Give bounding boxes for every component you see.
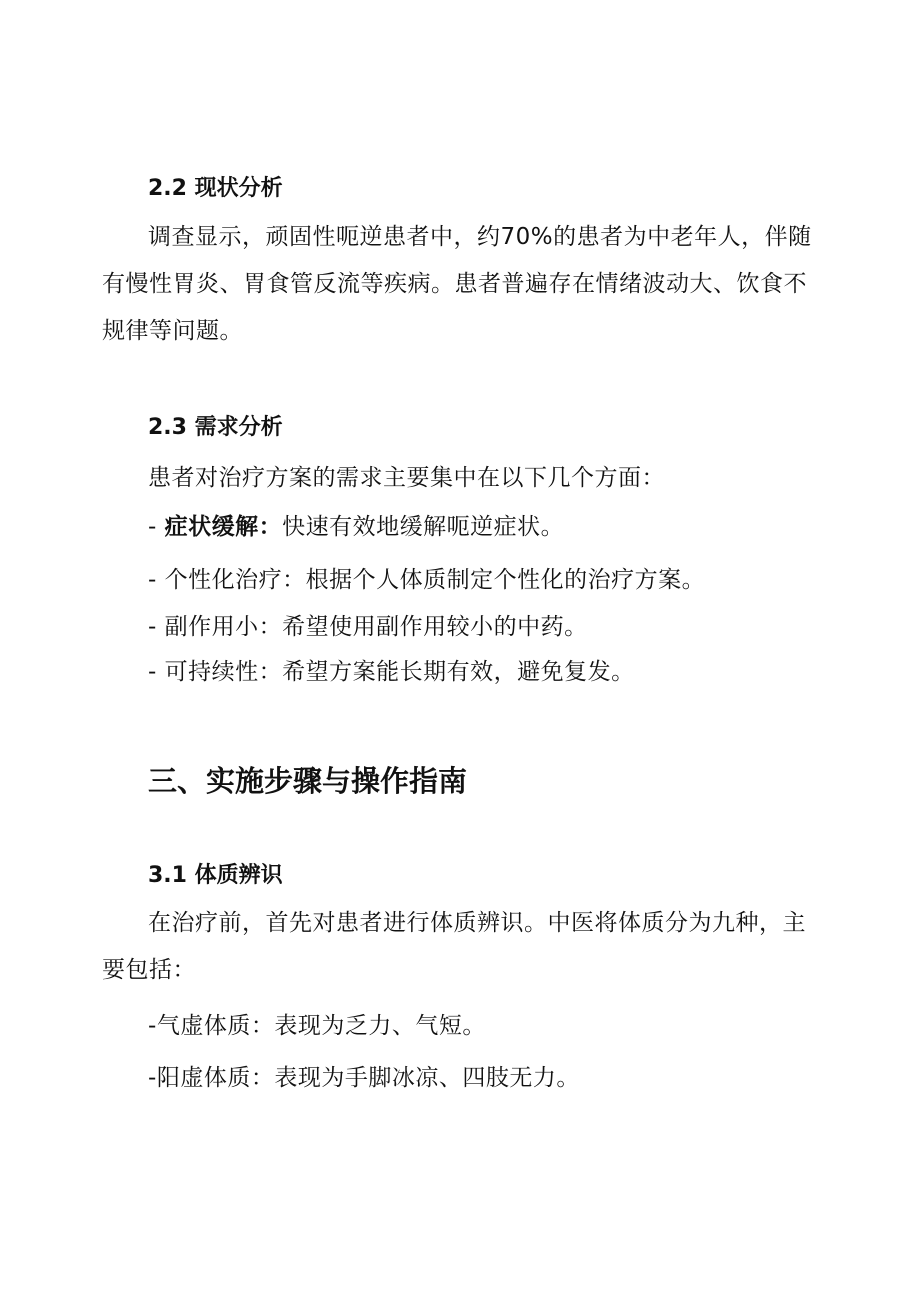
list-item-text: 根据个人体质制定个性化的治疗方案。 (305, 567, 706, 593)
list-item-low-side-effects (148, 612, 588, 642)
section-2-3-intro: 患者对治疗方案的需求主要集中在以下几个方面： (148, 465, 665, 491)
list-item-sustainability (148, 657, 635, 687)
list-item-yang-deficiency (148, 1063, 580, 1093)
list-item-text: 表现为手脚冰凉、四肢无力。 (274, 1065, 580, 1091)
list-item-prefix: - (148, 567, 165, 593)
section-2-2-paragraph: 调查显示，顽固性呃逆患者中，约70%的患者为中老年人，伴随有慢性胃炎、胃食管反流等疾病。患者普遍存在情绪波动大、饮食不规律等问题。 (102, 224, 812, 344)
list-item-prefix: - (148, 659, 165, 685)
list-item-label: 个性化治疗： (164, 567, 306, 593)
list-item-personalized (148, 565, 705, 595)
list-item-qi-deficiency (148, 1011, 486, 1041)
list-item-label: 可持续性： (164, 659, 283, 685)
section-heading-2-3: 2.3 需求分析 (148, 415, 283, 440)
list-item-label: 副作用小： (164, 614, 283, 640)
section-3-1-paragraph: 在治疗前，首先对患者进行体质辨识。中医将体质分为九种，主要包括： (102, 910, 806, 983)
section-heading-3-1: 3.1 体质辨识 (148, 863, 283, 888)
list-item-text: 快速有效地缓解呃逆症状。 (282, 514, 565, 540)
list-item-label: 阳虚体质： (156, 1065, 275, 1091)
list-item-prefix: - (148, 1065, 157, 1091)
list-item-symptom-relief (148, 512, 564, 542)
chapter-heading-3: 三、实施步骤与操作指南 (148, 764, 468, 798)
list-item-prefix: - (148, 514, 165, 540)
list-item-text: 希望使用副作用较小的中药。 (282, 614, 588, 640)
list-item-label: 症状缓解： (164, 514, 283, 540)
list-item-text: 希望方案能长期有效，避免复发。 (282, 659, 635, 685)
list-item-prefix: - (148, 1013, 157, 1039)
section-heading-2-2: 2.2 现状分析 (148, 176, 283, 201)
list-item-label: 气虚体质： (156, 1013, 275, 1039)
list-item-text: 表现为乏力、气短。 (274, 1013, 486, 1039)
list-item-prefix: - (148, 614, 165, 640)
